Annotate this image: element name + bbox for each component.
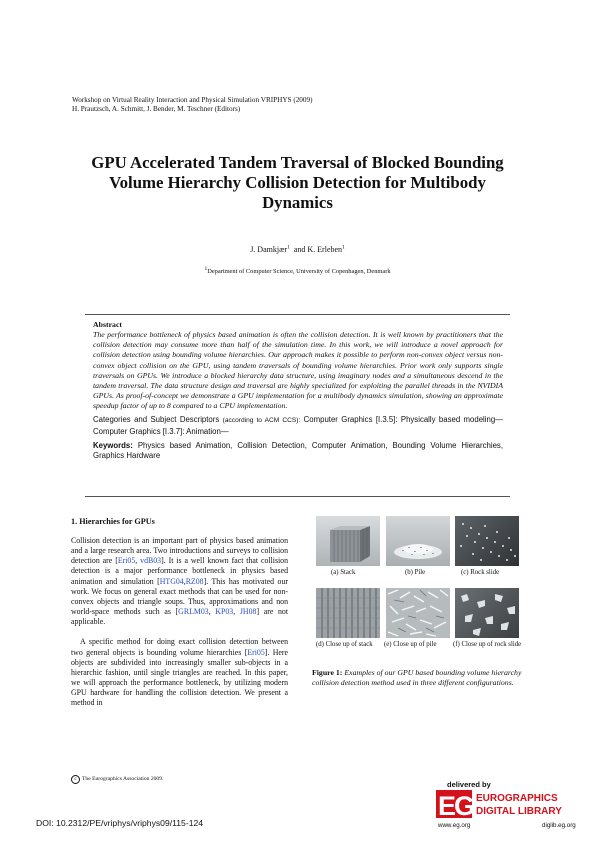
- citation-link[interactable]: HTG04: [159, 576, 184, 586]
- figure-caption-b: (b) Pile: [405, 569, 426, 576]
- affiliation-sup: 1: [204, 265, 208, 272]
- citation-link[interactable]: Eri05: [117, 556, 136, 566]
- figure-image-stack-closeup: [316, 588, 380, 638]
- pile-closeup-render: [386, 588, 450, 638]
- figure-image-pile: [386, 516, 450, 566]
- rockslide-render: [455, 516, 519, 566]
- logo-line-2: DIGITAL LIBRARY: [476, 806, 562, 817]
- affiliation: [0, 265, 595, 275]
- copyright-text: The Eurographics Association 2009.: [82, 776, 164, 782]
- author-1-sup: 1: [287, 244, 290, 251]
- paper-title: [60, 153, 535, 213]
- header-editors: H. Prautzsch, A. Schmitt, J. Bender, M. Teschner (Editors): [72, 105, 241, 113]
- p2-text-a: A specific method for doing exact collision detection between two general objects is bounding volume hierarchies [: [71, 637, 288, 657]
- categories: [93, 415, 503, 436]
- figure-image-pile-closeup: [386, 588, 450, 638]
- p1-text-d: ] are not applicable.: [71, 607, 289, 627]
- figure-caption-e: (e) Close up of pile: [384, 641, 437, 648]
- paragraph-1: [71, 536, 288, 627]
- stack-render: [316, 516, 380, 566]
- logo-g: G: [454, 791, 476, 821]
- citation-link[interactable]: GRLM03: [178, 607, 209, 617]
- keywords-label: Keywords:: [93, 440, 133, 450]
- author-and: and: [293, 245, 306, 254]
- copyright-icon: c: [71, 775, 80, 784]
- logo-url-2: diglib.eg.org: [542, 822, 576, 829]
- figure-caption-c: (c) Rock slide: [461, 569, 500, 576]
- logo-url-1: www.eg.org: [438, 822, 471, 829]
- abstract-text: The performance bottleneck of physics based animation is often the collision detection. It is well known by practitioners that the collision detection may consume more than half of the simulation time. In this work, we will introduce a novel approach for collision detection using bounding volume hierarchies. Our approach makes it possible to perform non-convex object versus non-convex object collision on the GPU, using tandem traversals of bounding volume hierarchies. Prior work only supports single traversals on GPUs. We introduce a blocked hierarchy data structure, using imaginary nodes and a simultaneous descend in the tandem traversal. The data structure design and traversal are highly specialized for exploiting the parallel threads in the NVIDIA GPUs. As proof-of-concept we demonstrate a GPU implementation for a multibody dynamics simulation, showing an approximate speedup factor of up to 8 compared to a CPU implementation.: [93, 330, 503, 411]
- citation-link[interactable]: RZ08: [185, 576, 204, 586]
- figure-image-rockslide-closeup: [455, 588, 519, 638]
- paragraph-2: [71, 637, 288, 708]
- citation-link[interactable]: Eri05: [247, 647, 265, 657]
- p1-text-a: Collision detection is an important part of physics based animation and a large research area. Two introductions and surveys to collision detection are [: [71, 536, 288, 566]
- stack-closeup-render: [316, 588, 380, 638]
- categories-text: Computer Graphics [I.3.5]: Physically based modeling—Computer Graphics [I.3.7]: Animation—: [93, 415, 503, 436]
- author-2-sup: 1: [342, 244, 345, 251]
- affiliation-text: Department of Computer Science, University of Copenhagen, Denmark: [207, 268, 391, 275]
- p1-sep: ,: [208, 607, 216, 617]
- authors: [0, 245, 595, 254]
- title-line-3: Dynamics: [262, 193, 333, 212]
- rockslide-closeup-render: [455, 588, 519, 638]
- keywords: [93, 441, 503, 461]
- p1-text-b: ]. It is a well known fact that collision detection is a major performance bottleneck in physics based animation and simulation [: [71, 556, 289, 586]
- p1-sep: ,: [183, 576, 186, 586]
- logo-delivered: delivered by: [447, 780, 491, 789]
- eg-logo-graphic: [432, 778, 587, 830]
- figure-caption-a: (a) Stack: [331, 569, 356, 576]
- citation-link[interactable]: JH08: [239, 607, 257, 617]
- keywords-text: Physics based Animation, Collision Detection, Computer Animation, Bounding Volume Hierarchies, Graphics Hardware: [93, 440, 503, 460]
- author-1: J. Damkjær: [250, 245, 288, 254]
- left-column: [71, 536, 288, 709]
- logo-e: E: [438, 791, 457, 821]
- title-line-1: GPU Accelerated Tandem Traversal of Blocked Bounding: [91, 153, 504, 172]
- citation-link[interactable]: vdB03: [140, 556, 162, 566]
- figure-caption-label: Figure 1:: [312, 668, 343, 677]
- abstract-heading: Abstract: [93, 320, 123, 329]
- abstract: [93, 320, 503, 461]
- figure-caption-f: (f) Close up of rock slide: [453, 641, 522, 648]
- logo-line-1: EUROGRAPHICS: [476, 793, 558, 804]
- categories-label: Categories and Subject Descriptors: [93, 415, 220, 425]
- p2-text-b: ]. Here objects are subdivided into increasingly smaller sub-objects in a hierarchic fashion, until single triangles are reached. In this paper, we will approach the performance bottleneck, by utilizing modern GPU hardware for handling the collision detection. We present a method in: [71, 647, 288, 708]
- figure-caption-d: (d) Close up of stack: [316, 641, 373, 648]
- author-2: K. Erleben: [307, 245, 343, 254]
- p1-sep: ,: [233, 607, 240, 617]
- copyright-notice: [71, 775, 163, 784]
- abstract-top-rule: [85, 314, 510, 315]
- doi[interactable]: DOI: 10.2312/PE/vriphys/vriphys09/115-124: [36, 818, 204, 828]
- section-heading: 1. Hierarchies for GPUs: [71, 517, 155, 526]
- figure-image-rockslide: [455, 516, 519, 566]
- figure-caption-text: Examples of our GPU based bounding volume hierarchy collision detection method used in three different configurations.: [312, 668, 522, 688]
- abstract-bottom-rule: [85, 496, 510, 497]
- categories-note: (according to ACM CCS):: [222, 417, 301, 425]
- figure-image-stack: [316, 516, 380, 566]
- figure-caption: [312, 668, 530, 688]
- p1-text-c: ]. This has motivated our work. We focus on general exact methods that can be used for non-convex objects and triangle soups. Thus, approximations and non world-space methods such as [: [71, 576, 289, 617]
- title-line-2: Volume Hierarchy Collision Detection for Multibody: [109, 173, 486, 192]
- p1-sep: ,: [135, 556, 141, 566]
- header-venue: Workshop on Virtual Reality Interaction and Physical Simulation VRIPHYS (2009): [72, 96, 313, 104]
- citation-link[interactable]: KP03: [215, 607, 234, 617]
- pile-render: [386, 516, 450, 566]
- eurographics-logo[interactable]: [432, 778, 587, 830]
